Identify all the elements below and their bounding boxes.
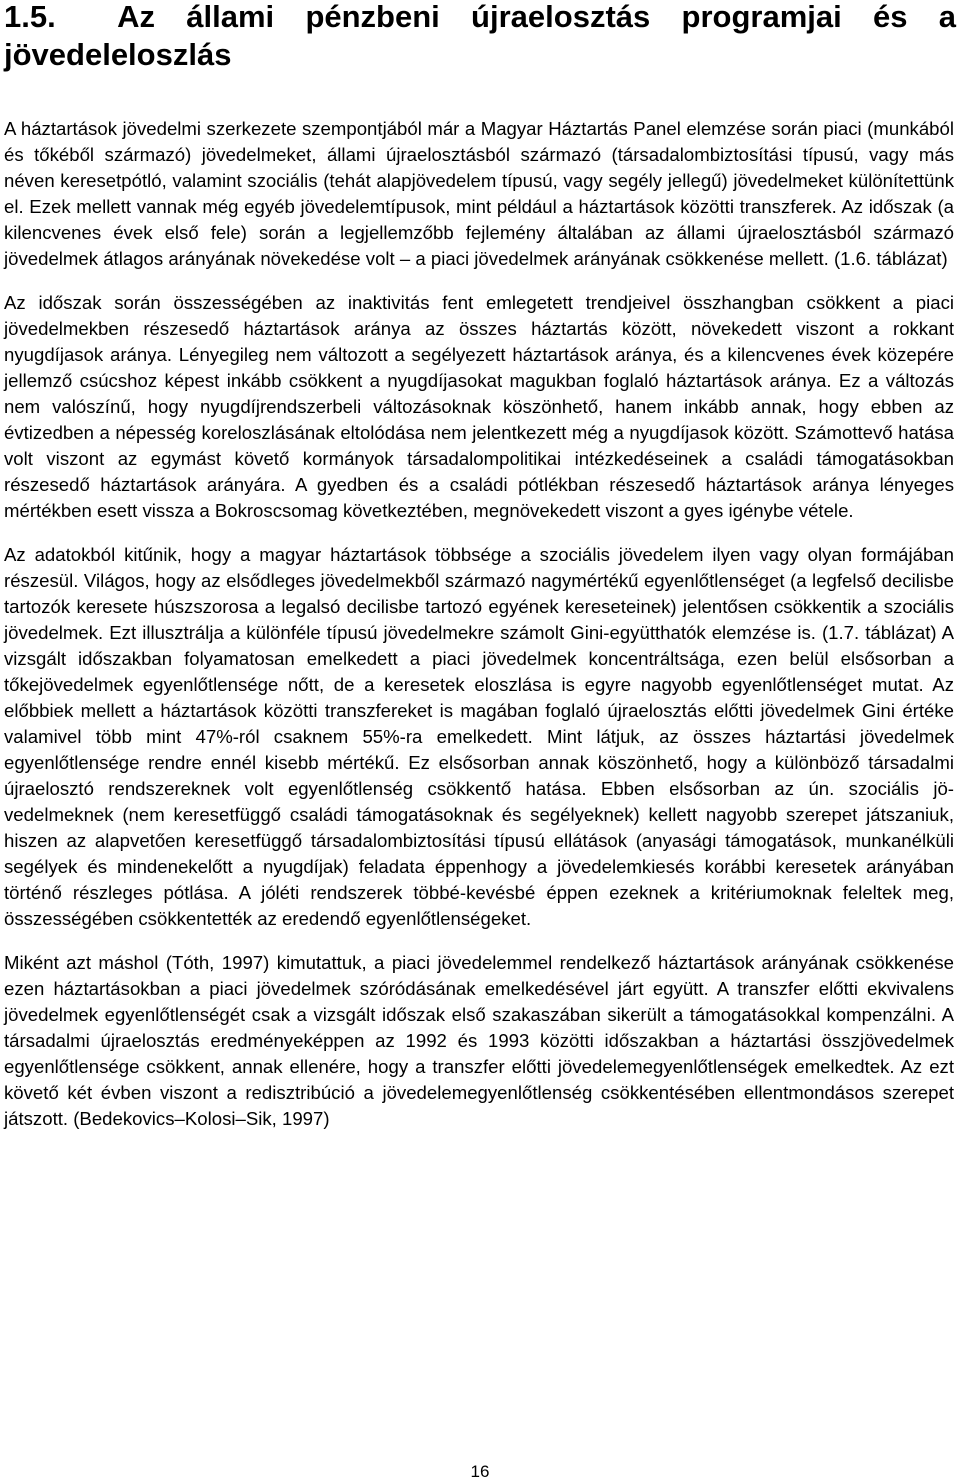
section-heading (4, 0, 956, 74)
section-number: 1.5. (4, 0, 56, 34)
section-title: Az állami pénzbeni újraelosztás programjai és a jövedeleloszlás (4, 0, 957, 72)
paragraph: Miként azt máshol (Tóth, 1997) kimutattuk, a piaci jövedelemmel rendelkező háztartások arányának csökkenése ezen háztartásokban a piaci jövedelmek szóródásának emelkedésével járt együtt. A transzfer előtti ekvivalens jövedelmek egyenlőtlenségét csak a vizsgált időszak első szakaszában sikerült a támogatásokkal kompenzálni. A társadalmi újraelosztás eredményeképpen az 1992 és 1993 közötti időszakban a háztartási összjövedelmek egyenlőtlensége csökkent, annak ellenére, hogy a transzfer előtti jövedelemegyenlőtlenségek emelkedtek. Az ezt követő két évben viszont a redisztribúció a jövedelemegyenlőtlenség csökkentésében ellentmondásos szerepet játszott. (Bedekovics–Kolosi–Sik, 1997) (4, 952, 954, 1129)
paragraph: Az adatokból kitűnik, hogy a magyar háztartások többsége a szociális jövedelem ilyen vagy olyan formájában részesül. Világos, hogy az elsődleges jövedelmekből származó nagymértékű egyenlőtlenséget (a legfelső decilisbe tartozók keresete húszszorosa a legalsó decilisbe tartozó egyének kereseteinek) jelentősen csökkentik a szociális jövedelmek. Ezt illusztrálja a különféle típusú jövedelmekre számolt Gini-együtthatók elemzése is. (1.7. táblázat) A vizsgált időszakban folyamatosan emelkedett a piaci jövedelmek koncentráltsága, ezen belül elsősorban a tőkejövedelmek egyenlőtlensége nőtt, de a keresetek eloszlása is egyre nagyobb egyenlőtlenséget mutat. Az előbbiek mellett a háztartások közötti transzfereket is magában foglaló újraelosztás előtti jövedelmek Gini értéke valamivel több mint 47%-ról csaknem 55%-ra emelkedett. Mint látjuk, az összes háztartási jövedelmek egyenlőtlensége rendre ennél kisebb mértékű. Ez elsősorban annak köszönhető, hogy a különböző társadalmi újraelosztó rendszereknek volt egyenlőtlenség csökkentő hatása. Ebben elsősorban az ún. szociális jövedelmeknek (nem keresetfüggő családi támogatásoknak és segélyeknek) kellett nagyobb szerepet játszaniuk, hiszen az alapvetően keresetfüggő társadalombiztosítási típusú ellátások (anyasági támogatások, munkanélküli segélyek és mindenekelőtt a nyugdíjak) feladata éppenhogy a jövedelemkiesés korábbi keresetek arányában történő részleges pótlása. A jóléti rendszerek többé-kevésbé éppen ezeknek a kritériumoknak feleltek meg, összességében csökkentették az eredendő egyenlőtlenségeket. (4, 544, 954, 929)
body-text (4, 116, 954, 1150)
paragraph: Az időszak során összességében az inaktivitás fent emlegetett trendjeivel összhangban csökkent a piaci jövedelmekben részesedő háztartások aránya az összes háztartás között, növekedett viszont a rokkant nyugdíjasok aránya. Lényegileg nem változott a segélyezett háztartások aránya, és a kilencvenes évek közepére jellemző csúcshoz képest inkább csökkent a nyugdíjasokat magukban foglaló háztartások aránya. Ez a változás nem valószínű, hogy nyugdíjrendszerbeli változásoknak köszönhető, hanem inkább annak, hogy ebben az évtizedben a népesség koreloszlásának eltolódása nem jelentkezett még a nyugdíjasok között. Számottevő hatása volt viszont az egymást követő kormányok társadalompolitikai intézkedéseinek a családi támogatásokban részesedő háztartások arányára. A gyedben és a családi pótlékban részesedő háztartások aránya lényeges mértékben esett vissza a Bokroscsomag következtében, megnövekedett viszont a gyes igénybe vétele. (4, 292, 954, 521)
paragraph: A háztartások jövedelmi szerkezete szempontjából már a Magyar Háztartás Panel elemzése során piaci (munkából és tőkéből származó) jövedelmeket, állami újraelosztásból származó (társadalombiztosítási típusú, vagy más néven keresetpótló, valamint szociális (tehát alapjövedelem típusú, vagy segély jellegű) jövedelmeket különítettünk el. Ezek mellett vannak még egyéb jövedelemtípusok, mint például a háztartások közötti transzferek. Az időszak (a kilencvenes évek első fele) során a legjellemzőbb fejlemény általában az állami újraelosztásból származó jövedelmek átlagos arányának növekedése volt – a piaci jövedelmek arányának csökkenése mellett. (1.6. táblázat) (4, 118, 954, 269)
page-number: 16 (470, 1462, 490, 1481)
